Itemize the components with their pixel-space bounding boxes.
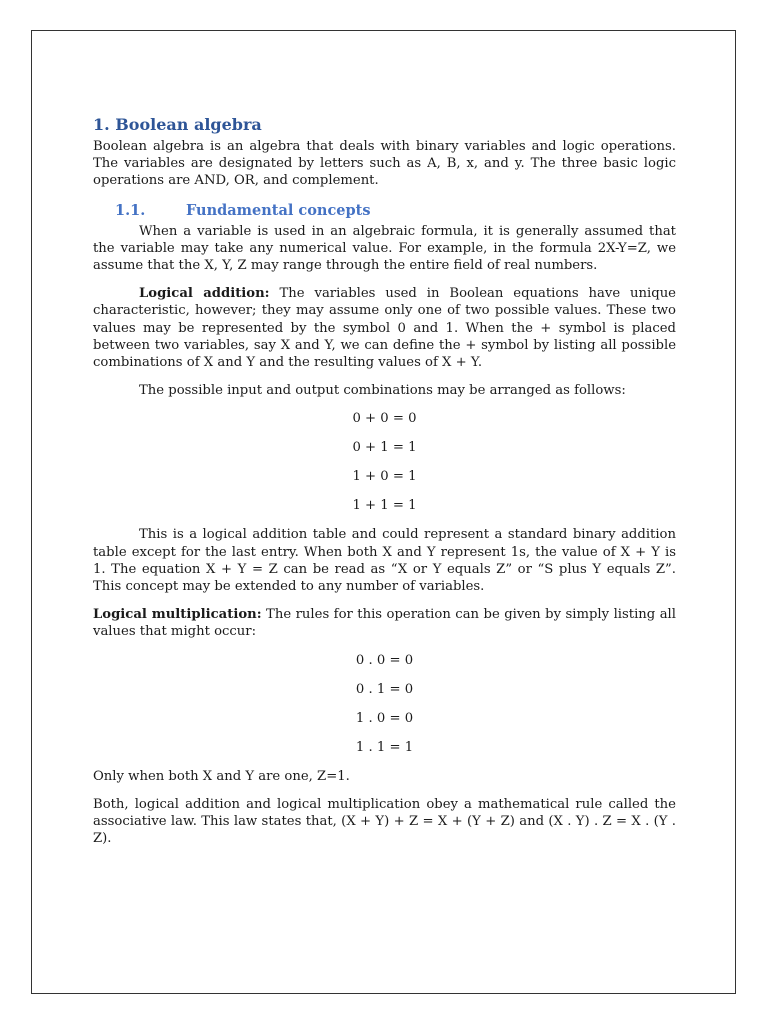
paragraph-variables: When a variable is used in an algebraic formula, it is generally assumed that the variable may take any numerical value. For example, in the formula 2X-Y=Z, we assume that the X, Y, Z may range through the entire field of real numbers.: [93, 223, 676, 274]
intro-paragraph: Boolean algebra is an algebra that deals with binary variables and logic operations. The variables are designated by letters such as A, B, x, and y. The three basic logic operations are AND, OR, and complement.: [93, 139, 676, 189]
paragraph-logical-addition: [93, 285, 676, 371]
paragraph-logical-multiplication: [93, 606, 676, 640]
logical-addition-text: The variables used in Boolean equations have unique characteristic, however; they may assume only one of two possible values. These two values may be represented by the symbol 0 and 1. When the + symbol is placed between two variables, say X and Y, we can define the + symbol by listing all possible combinations of X and Y and the resulting values of X + Y.: [93, 286, 676, 371]
paragraph-addition-table: This is a logical addition table and could represent a standard binary addition table except for the last entry. When both X and Y represent 1s, the value of X + Y is 1. The equation X + Y = Z can be read as “X or Y equals Z” or “S plus Y equals Z”. This concept may be extended to any number of variables.: [93, 527, 676, 595]
logical-multiplication-term: Logical multiplication:: [93, 607, 262, 623]
page-content: [93, 115, 676, 858]
paragraph-associative: Both, logical addition and logical multiplication obey a mathematical rule called the associative law. This law states that, (X + Y) + Z = X + (Y + Z) and (X . Y) . Z = X . (Y . Z).: [93, 796, 676, 847]
addition-equation: 1 + 0 = 1: [352, 469, 417, 485]
addition-equation: 0 + 1 = 1: [352, 440, 417, 456]
addition-equation: 1 + 1 = 1: [352, 498, 417, 514]
addition-equation: 0 + 0 = 0: [352, 411, 417, 427]
multiplication-equation: 1 . 1 = 1: [355, 739, 414, 755]
logical-multiplication-text: The rules for this operation can be given by simply listing all values that might occur:: [93, 607, 676, 640]
paragraph-only-when: Only when both X and Y are one, Z=1.: [93, 768, 350, 784]
document-page: [31, 30, 736, 994]
subsection-heading: [115, 201, 676, 220]
logical-addition-term: Logical addition:: [139, 286, 270, 302]
paragraph-combinations: The possible input and output combinations may be arranged as follows:: [139, 383, 626, 399]
subsection-title: Fundamental concepts: [186, 201, 371, 219]
section-heading: 1. Boolean algebra: [93, 115, 262, 134]
addition-table: [93, 410, 676, 514]
multiplication-table: [93, 652, 676, 756]
multiplication-equation: 0 . 1 = 0: [355, 681, 414, 697]
multiplication-equation: 0 . 0 = 0: [355, 652, 414, 668]
subsection-number: 1.1.: [115, 201, 146, 219]
multiplication-equation: 1 . 0 = 0: [355, 710, 414, 726]
